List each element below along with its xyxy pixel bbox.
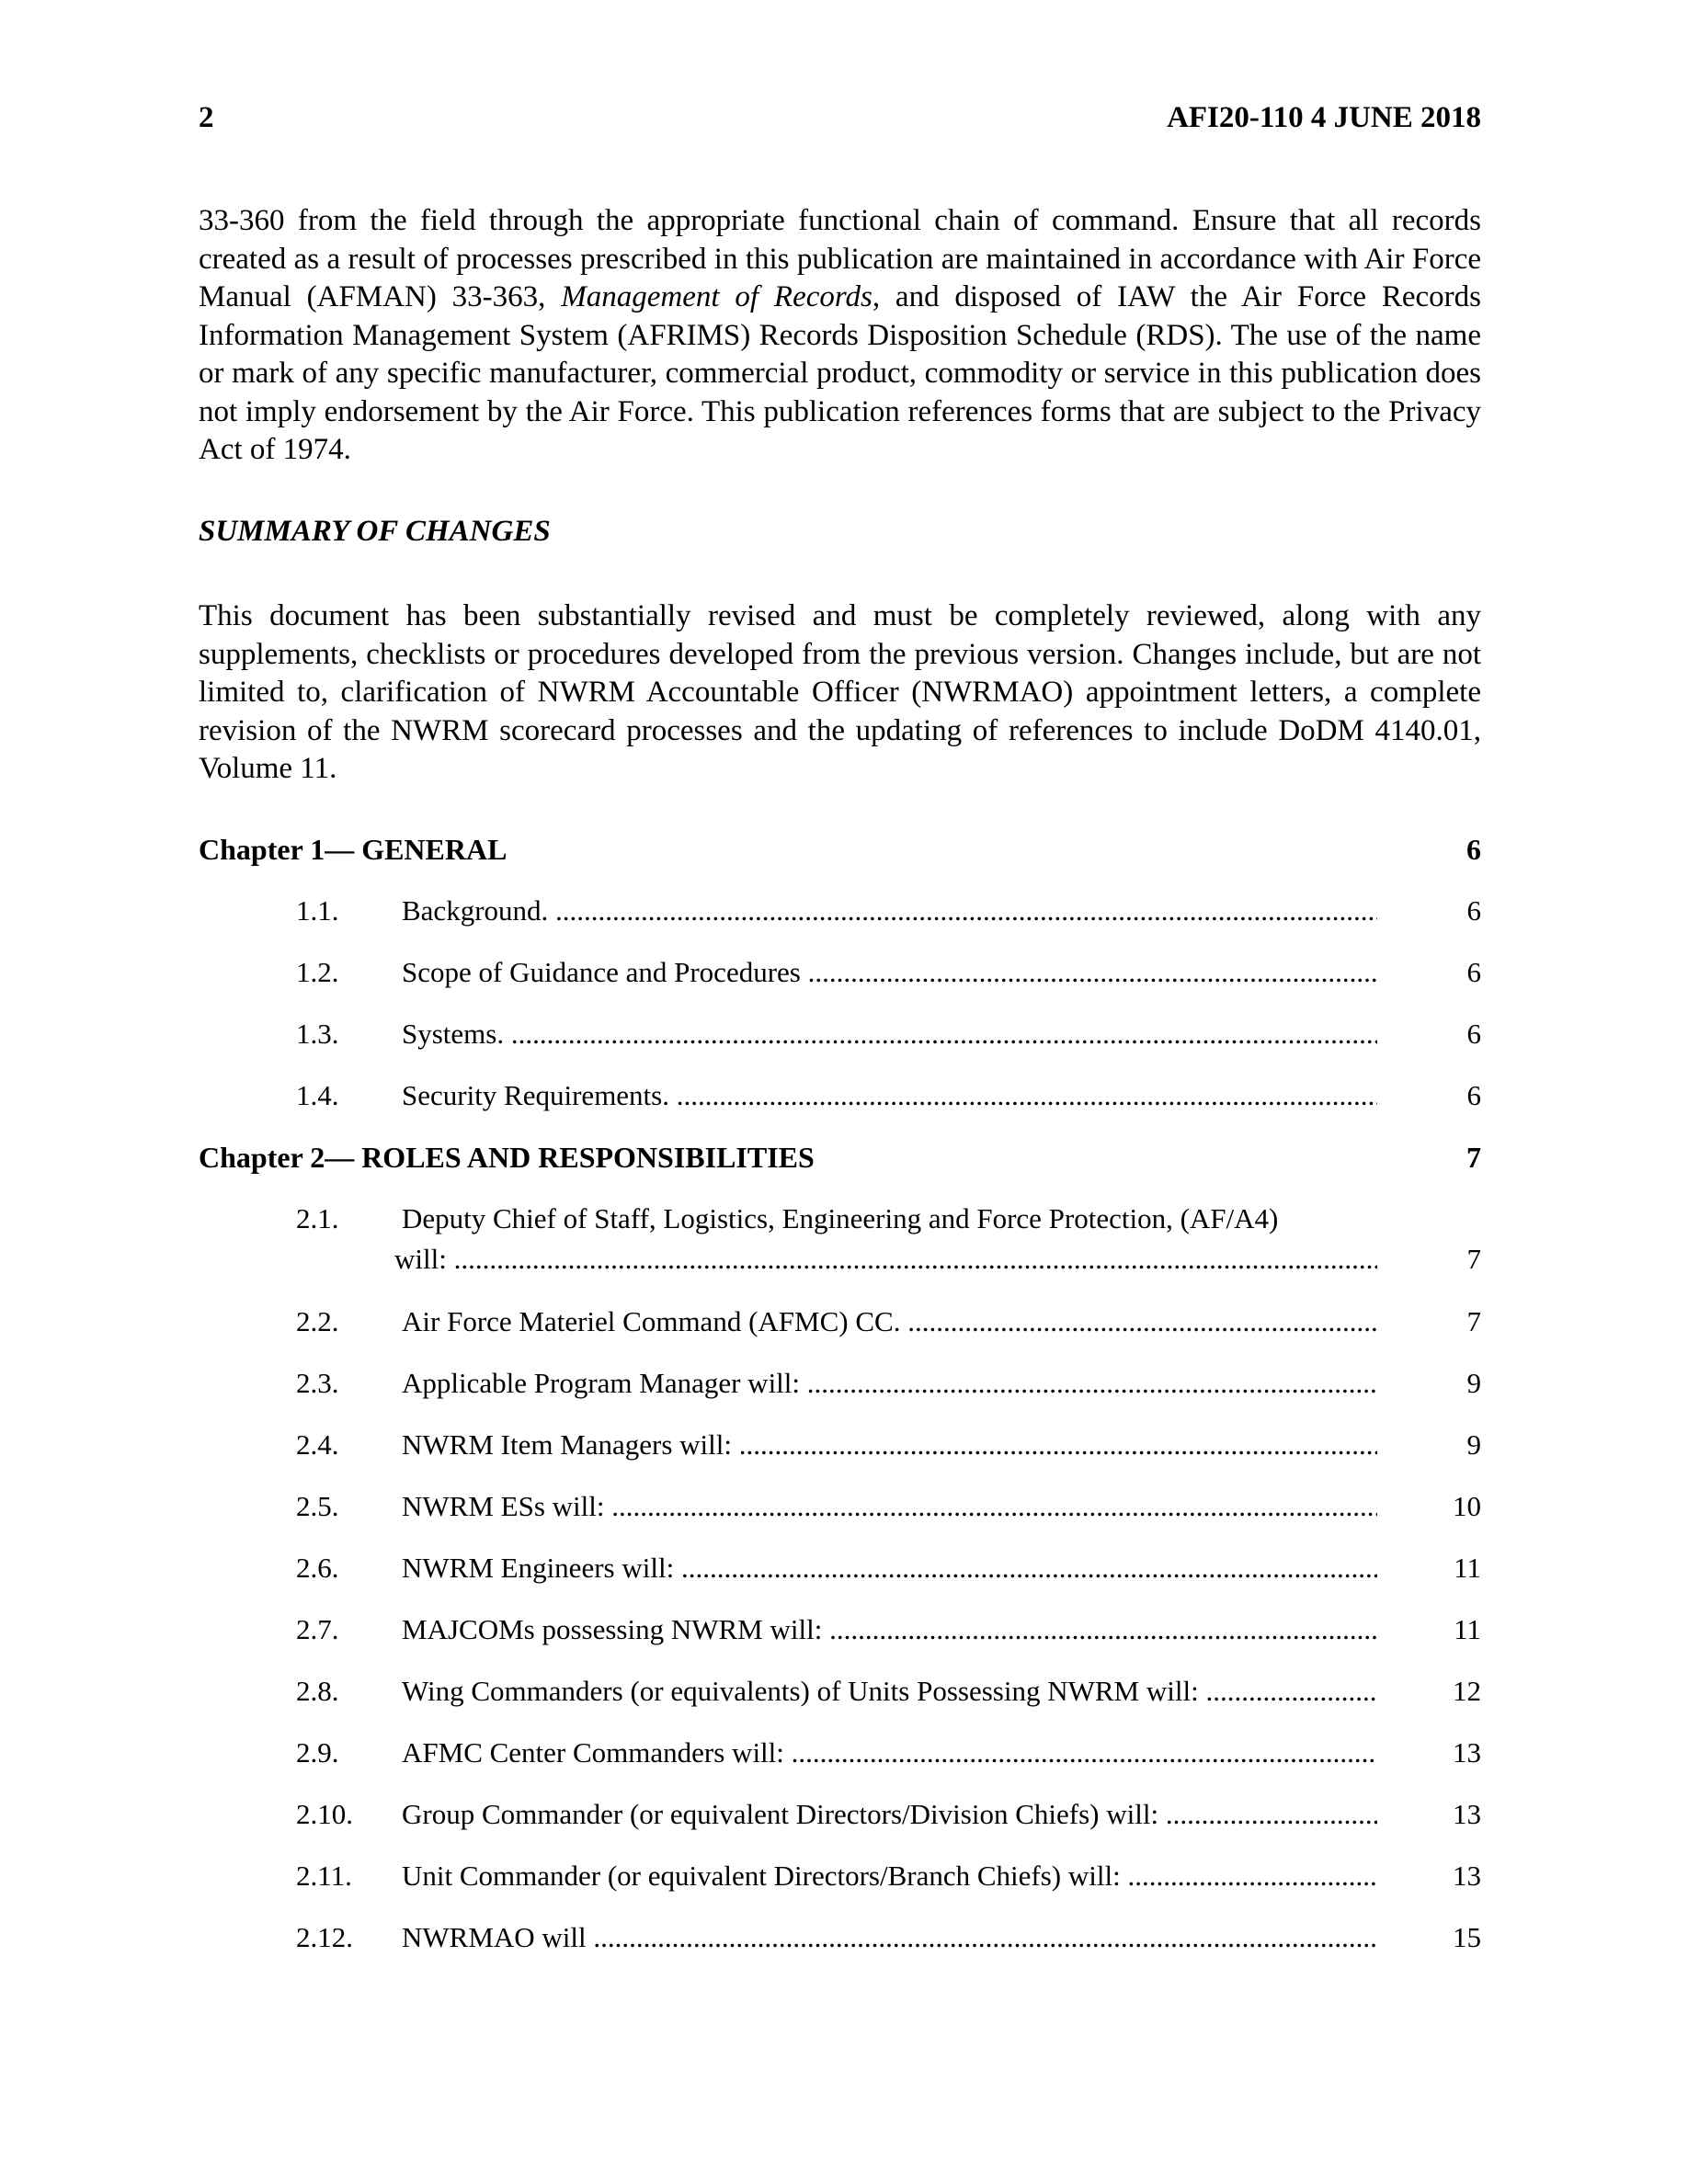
- entry-title: AFMC Center Commanders will: .....: [402, 1736, 1377, 1769]
- intro-paragraph: [199, 202, 1481, 470]
- entry-title: Applicable Program Manager will: .....: [402, 1367, 1377, 1400]
- entry-title: Group Commander (or equivalent Directors/Division Chiefs) will: .....: [402, 1798, 1377, 1831]
- entry-title: Unit Commander (or equivalent Directors/Branch Chiefs) will: .....: [402, 1860, 1377, 1893]
- toc-chapter-2[interactable]: [199, 1141, 1481, 1177]
- intro-italic-title: Management of Records: [561, 280, 873, 313]
- entry-title: Scope of Guidance and Procedures .....: [402, 956, 1377, 989]
- entry-number: 1.1.: [296, 894, 339, 927]
- summary-paragraph: This document has been substantially revised and must be completely reviewed, along with any supplements, checklists or procedures developed from the previous version. Changes include, but are not limited to, clarification of NWRM Accountable Officer (NWRMAO) appointment letters, a complete revision of the NWRM scorecard processes and the updating of references to include DoDM 4140.01, Volume 11.: [199, 599, 1481, 785]
- entry-number: 1.2.: [296, 956, 339, 988]
- toc-entry-2-1[interactable]: [199, 1202, 1481, 1275]
- toc-entry-2-9[interactable]: [199, 1736, 1481, 1773]
- toc-entry-2-8[interactable]: [199, 1675, 1481, 1712]
- toc-entry-1-3[interactable]: [199, 1018, 1481, 1054]
- entry-title: Systems. .....: [402, 1018, 1377, 1051]
- entry-title-line1: Deputy Chief of Staff, Logistics, Engineering and Force Protection, (AF/A4): [402, 1202, 1279, 1234]
- entry-number: 2.6.: [296, 1552, 339, 1584]
- entry-number: 2.1.: [296, 1202, 339, 1234]
- entry-page: 13: [1453, 1736, 1481, 1769]
- entry-page: 7: [1466, 1243, 1481, 1275]
- toc-entry-1-4[interactable]: [199, 1079, 1481, 1116]
- entry-title: Security Requirements. .....: [402, 1079, 1377, 1112]
- entry-number: 2.10.: [296, 1798, 353, 1830]
- toc-entry-2-6[interactable]: [199, 1552, 1481, 1588]
- entry-number: 1.3.: [296, 1018, 339, 1050]
- chapter-title: Chapter 2— ROLES AND RESPONSIBILITIES: [199, 1141, 815, 1174]
- page-header: [199, 101, 1481, 142]
- entry-number: 2.7.: [296, 1613, 339, 1645]
- entry-page: 6: [1466, 894, 1481, 927]
- toc-entry-1-2[interactable]: [199, 956, 1481, 993]
- toc-entry-2-2[interactable]: [199, 1305, 1481, 1342]
- chapter-title: Chapter 1— GENERAL: [199, 833, 508, 866]
- toc-entry-1-1[interactable]: [199, 894, 1481, 931]
- entry-page: 6: [1466, 956, 1481, 988]
- entry-page: 6: [1466, 1079, 1481, 1111]
- entry-title: NWRM Engineers will: .....: [402, 1552, 1377, 1585]
- entry-number: 2.12.: [296, 1921, 353, 1953]
- entry-number: 2.11.: [296, 1860, 352, 1892]
- toc-entry-2-7[interactable]: [199, 1613, 1481, 1650]
- entry-number: 2.4.: [296, 1428, 339, 1461]
- entry-title: Air Force Materiel Command (AFMC) CC. .....: [402, 1305, 1377, 1338]
- entry-page: 9: [1466, 1367, 1481, 1399]
- entry-number: 2.3.: [296, 1367, 339, 1399]
- intro-text-start: 33-360 from the field through the appropriate functional chain of command. Ensure that all records created as a result of processes prescribed in this publication are maintained in accordance with Air Force Manual (AFMAN) 33-363,: [199, 204, 1481, 313]
- entry-title: MAJCOMs possessing NWRM will: .....: [402, 1613, 1377, 1646]
- entry-page: 11: [1454, 1552, 1481, 1584]
- chapter-page: 7: [1466, 1141, 1481, 1174]
- entry-page: 15: [1453, 1921, 1481, 1953]
- entry-title: NWRMAO will .....: [402, 1921, 1377, 1954]
- toc-entry-2-4[interactable]: [199, 1428, 1481, 1465]
- entry-page: 13: [1453, 1798, 1481, 1830]
- entry-title-line2: will: .....: [394, 1243, 1377, 1276]
- entry-page: 12: [1453, 1675, 1481, 1707]
- entry-number: 2.2.: [296, 1305, 339, 1337]
- document-id: AFI20-110 4 JUNE 2018: [1167, 101, 1481, 134]
- entry-title: Background. .....: [402, 894, 1377, 927]
- toc-entry-2-10[interactable]: [199, 1798, 1481, 1835]
- toc-entry-2-12[interactable]: [199, 1921, 1481, 1958]
- chapter-page: 6: [1466, 833, 1481, 866]
- entry-number: 1.4.: [296, 1079, 339, 1111]
- entry-page: 13: [1453, 1860, 1481, 1892]
- toc-entry-2-3[interactable]: [199, 1367, 1481, 1404]
- toc-entry-2-11[interactable]: [199, 1860, 1481, 1896]
- entry-number: 2.9.: [296, 1736, 339, 1769]
- intro-text-end: , and disposed of IAW the Air Force Records Information Management System (AFRIMS) Records Disposition Schedule (RDS). The use of the name or mark of any specific manufacturer, commercial product, commodity or service in this publication does not imply endorsement by the Air Force. This publication references forms that are subject to the Privacy Act of 1974.: [199, 280, 1481, 466]
- page-number: 2: [199, 101, 214, 134]
- entry-page: 11: [1454, 1613, 1481, 1645]
- entry-title: NWRM ESs will: .....: [402, 1490, 1377, 1523]
- toc-entry-2-5[interactable]: [199, 1490, 1481, 1527]
- entry-page: 7: [1466, 1305, 1481, 1337]
- entry-number: 2.8.: [296, 1675, 339, 1707]
- entry-page: 9: [1466, 1428, 1481, 1461]
- entry-number: 2.5.: [296, 1490, 339, 1522]
- entry-page: 10: [1453, 1490, 1481, 1522]
- entry-title: Wing Commanders (or equivalents) of Units Possessing NWRM will: .....: [402, 1675, 1377, 1708]
- entry-title: NWRM Item Managers will: .....: [402, 1428, 1377, 1462]
- entry-page: 6: [1466, 1018, 1481, 1050]
- toc-chapter-1[interactable]: [199, 833, 1481, 870]
- summary-heading: SUMMARY OF CHANGES: [199, 515, 551, 548]
